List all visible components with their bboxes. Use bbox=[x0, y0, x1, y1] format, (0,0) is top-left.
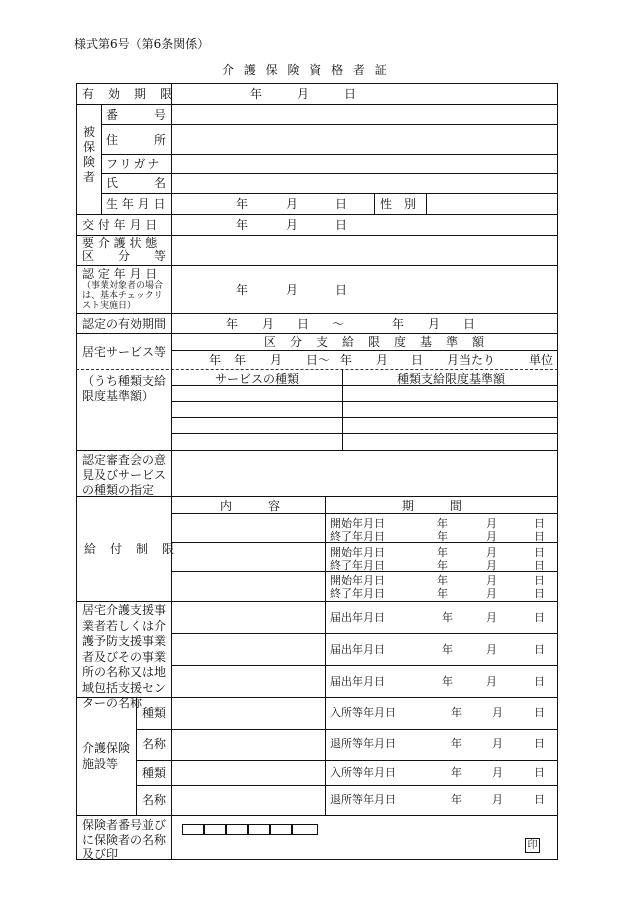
unit-label: 単位 bbox=[529, 353, 554, 367]
benefit-restriction-label: 給 付 制 限 bbox=[84, 542, 176, 556]
r3e-day: 日 bbox=[534, 587, 545, 600]
d2-day: 日 bbox=[534, 793, 545, 806]
birth-day-unit: 日 bbox=[335, 197, 348, 211]
limit-to-month-unit: 月 bbox=[376, 353, 389, 367]
insurer-number-box bbox=[226, 824, 248, 835]
admission-date-2-label: 入所等年月日 bbox=[330, 766, 396, 779]
d1-month: 月 bbox=[492, 737, 503, 750]
period-from-month-unit: 月 bbox=[262, 317, 275, 331]
n3-year: 年 bbox=[442, 675, 453, 688]
birth-month-unit: 月 bbox=[286, 197, 299, 211]
r3s-month: 月 bbox=[486, 574, 497, 587]
a2-month: 月 bbox=[492, 766, 503, 779]
issue-day-unit: 日 bbox=[335, 218, 348, 232]
period-to-month-unit: 月 bbox=[428, 317, 441, 331]
type-limit-header: 種類支給限度基準額 bbox=[397, 372, 506, 386]
notify-date-2-label: 届出年月日 bbox=[330, 643, 385, 656]
insurer-label: 保険者番号並びに保険者の名称及び印 bbox=[82, 818, 167, 861]
care-level-label: 要 介 護 状 態 区 分 等 bbox=[82, 236, 167, 263]
d1-day: 日 bbox=[534, 737, 545, 750]
validity-day-unit: 日 bbox=[344, 87, 357, 101]
name-label: 氏 名 bbox=[106, 176, 167, 190]
restriction1-end-label: 終了年月日 bbox=[330, 530, 385, 543]
home-service-label: 居宅サービス等 bbox=[82, 345, 167, 359]
service-type-header: サービスの種類 bbox=[215, 372, 300, 386]
facility-kind-1-label: 種類 bbox=[142, 706, 167, 720]
period-header: 期 間 bbox=[402, 499, 463, 513]
issue-date-label: 交 付 年 月 日 bbox=[82, 218, 158, 232]
restriction3-start-label: 開始年月日 bbox=[330, 574, 385, 587]
r3e-year: 年 bbox=[437, 587, 448, 600]
limit-from-year-unit: 年 bbox=[209, 353, 222, 367]
r1e-year: 年 bbox=[437, 530, 448, 543]
r3s-year: 年 bbox=[437, 574, 448, 587]
seal-mark: 印 bbox=[525, 838, 540, 853]
sex-label: 性 別 bbox=[380, 197, 417, 211]
d1-year: 年 bbox=[451, 737, 462, 750]
cert-date-label: 認 定 年 月 日 bbox=[82, 267, 158, 281]
n2-month: 月 bbox=[486, 643, 497, 656]
insurer-number-box bbox=[248, 824, 270, 835]
limit-to-year-unit: 年 bbox=[340, 353, 353, 367]
content-header: 内 容 bbox=[220, 499, 281, 513]
period-from-day-unit: 日 bbox=[297, 317, 310, 331]
n1-day: 日 bbox=[534, 611, 545, 624]
d2-year: 年 bbox=[451, 793, 462, 806]
d2-month: 月 bbox=[492, 793, 503, 806]
facility-label: 介護保険施設等 bbox=[82, 741, 131, 771]
n3-month: 月 bbox=[486, 675, 497, 688]
restriction3-end-label: 終了年月日 bbox=[330, 587, 385, 600]
n1-year: 年 bbox=[442, 611, 453, 624]
discharge-date-1-label: 退所等年月日 bbox=[330, 737, 396, 750]
validity-year-unit: 年 bbox=[250, 87, 263, 101]
validity-month-unit: 月 bbox=[297, 87, 310, 101]
per-month-label: 月当たり bbox=[447, 353, 496, 367]
cert-month-unit: 月 bbox=[286, 283, 299, 297]
committee-opinion-label: 認定審査会の意見及びサービスの種類の指定 bbox=[82, 453, 167, 497]
a1-month: 月 bbox=[492, 706, 503, 719]
limit-from-md: 年 月 日～ bbox=[234, 353, 331, 367]
issue-year-unit: 年 bbox=[236, 218, 249, 232]
period-tilde: ～ bbox=[332, 317, 345, 331]
n1-month: 月 bbox=[486, 611, 497, 624]
insured-number-label: 番 号 bbox=[106, 108, 167, 122]
facility-name-2-label: 名称 bbox=[142, 793, 167, 807]
issue-month-unit: 月 bbox=[286, 218, 299, 232]
a1-day: 日 bbox=[534, 706, 545, 719]
r2s-day: 日 bbox=[534, 546, 545, 559]
period-to-year-unit: 年 bbox=[392, 317, 405, 331]
r1e-day: 日 bbox=[534, 530, 545, 543]
r1e-month: 月 bbox=[486, 530, 497, 543]
r2e-month: 月 bbox=[486, 559, 497, 572]
birthdate-label: 生 年 月 日 bbox=[106, 197, 166, 211]
period-from-year-unit: 年 bbox=[226, 317, 239, 331]
r2s-year: 年 bbox=[437, 546, 448, 559]
cert-year-unit: 年 bbox=[236, 283, 249, 297]
furigana-label: フリガナ bbox=[106, 157, 162, 171]
r3s-day: 日 bbox=[534, 574, 545, 587]
sub-limit-label: （うち種類支給限度基準額） bbox=[82, 374, 167, 403]
r1s-month: 月 bbox=[486, 517, 497, 530]
r2s-month: 月 bbox=[486, 546, 497, 559]
notify-date-3-label: 届出年月日 bbox=[330, 675, 385, 688]
n2-day: 日 bbox=[534, 643, 545, 656]
a2-day: 日 bbox=[534, 766, 545, 779]
cert-date-note: （事業対象者の場合は、基本チェックリスト実施日） bbox=[82, 281, 164, 311]
notify-date-1-label: 届出年月日 bbox=[330, 611, 385, 624]
restriction2-end-label: 終了年月日 bbox=[330, 559, 385, 572]
discharge-date-2-label: 退所等年月日 bbox=[330, 793, 396, 806]
insured-person-group-label: 被保険者 bbox=[83, 125, 96, 184]
insurer-number-box bbox=[292, 824, 318, 835]
restriction1-start-label: 開始年月日 bbox=[330, 517, 385, 530]
insurer-number-box bbox=[182, 824, 204, 835]
limit-to-day-unit: 日 bbox=[411, 353, 424, 367]
n3-day: 日 bbox=[534, 675, 545, 688]
a1-year: 年 bbox=[451, 706, 462, 719]
support-office-label: 居宅介護支援事業者若しくは介護予防支援事業者及びその事業所の名称又は地域包括支援センターの名称 bbox=[82, 603, 167, 710]
birth-year-unit: 年 bbox=[236, 197, 249, 211]
page-title: 介 護 保 険 資 格 者 証 bbox=[222, 63, 390, 77]
r1s-day: 日 bbox=[534, 517, 545, 530]
facility-kind-2-label: 種類 bbox=[142, 766, 167, 780]
address-label: 住 所 bbox=[106, 133, 167, 147]
limit-header: 区 分 支 給 限 度 基 準 額 bbox=[264, 335, 486, 349]
r3e-month: 月 bbox=[486, 587, 497, 600]
admission-date-1-label: 入所等年月日 bbox=[330, 706, 396, 719]
period-to-day-unit: 日 bbox=[463, 317, 476, 331]
facility-name-1-label: 名称 bbox=[142, 737, 167, 751]
validity-label: 有 効 期 限 bbox=[82, 87, 174, 101]
a2-year: 年 bbox=[451, 766, 462, 779]
r1s-year: 年 bbox=[437, 517, 448, 530]
cert-period-label: 認定の有効期間 bbox=[82, 317, 167, 331]
cert-day-unit: 日 bbox=[335, 283, 348, 297]
n2-year: 年 bbox=[442, 643, 453, 656]
insurer-number-box bbox=[204, 824, 226, 835]
restriction2-start-label: 開始年月日 bbox=[330, 546, 385, 559]
r2e-year: 年 bbox=[437, 559, 448, 572]
insurer-number-box bbox=[270, 824, 292, 835]
r2e-day: 日 bbox=[534, 559, 545, 572]
form-number: 様式第6号（第6条関係） bbox=[74, 37, 210, 51]
